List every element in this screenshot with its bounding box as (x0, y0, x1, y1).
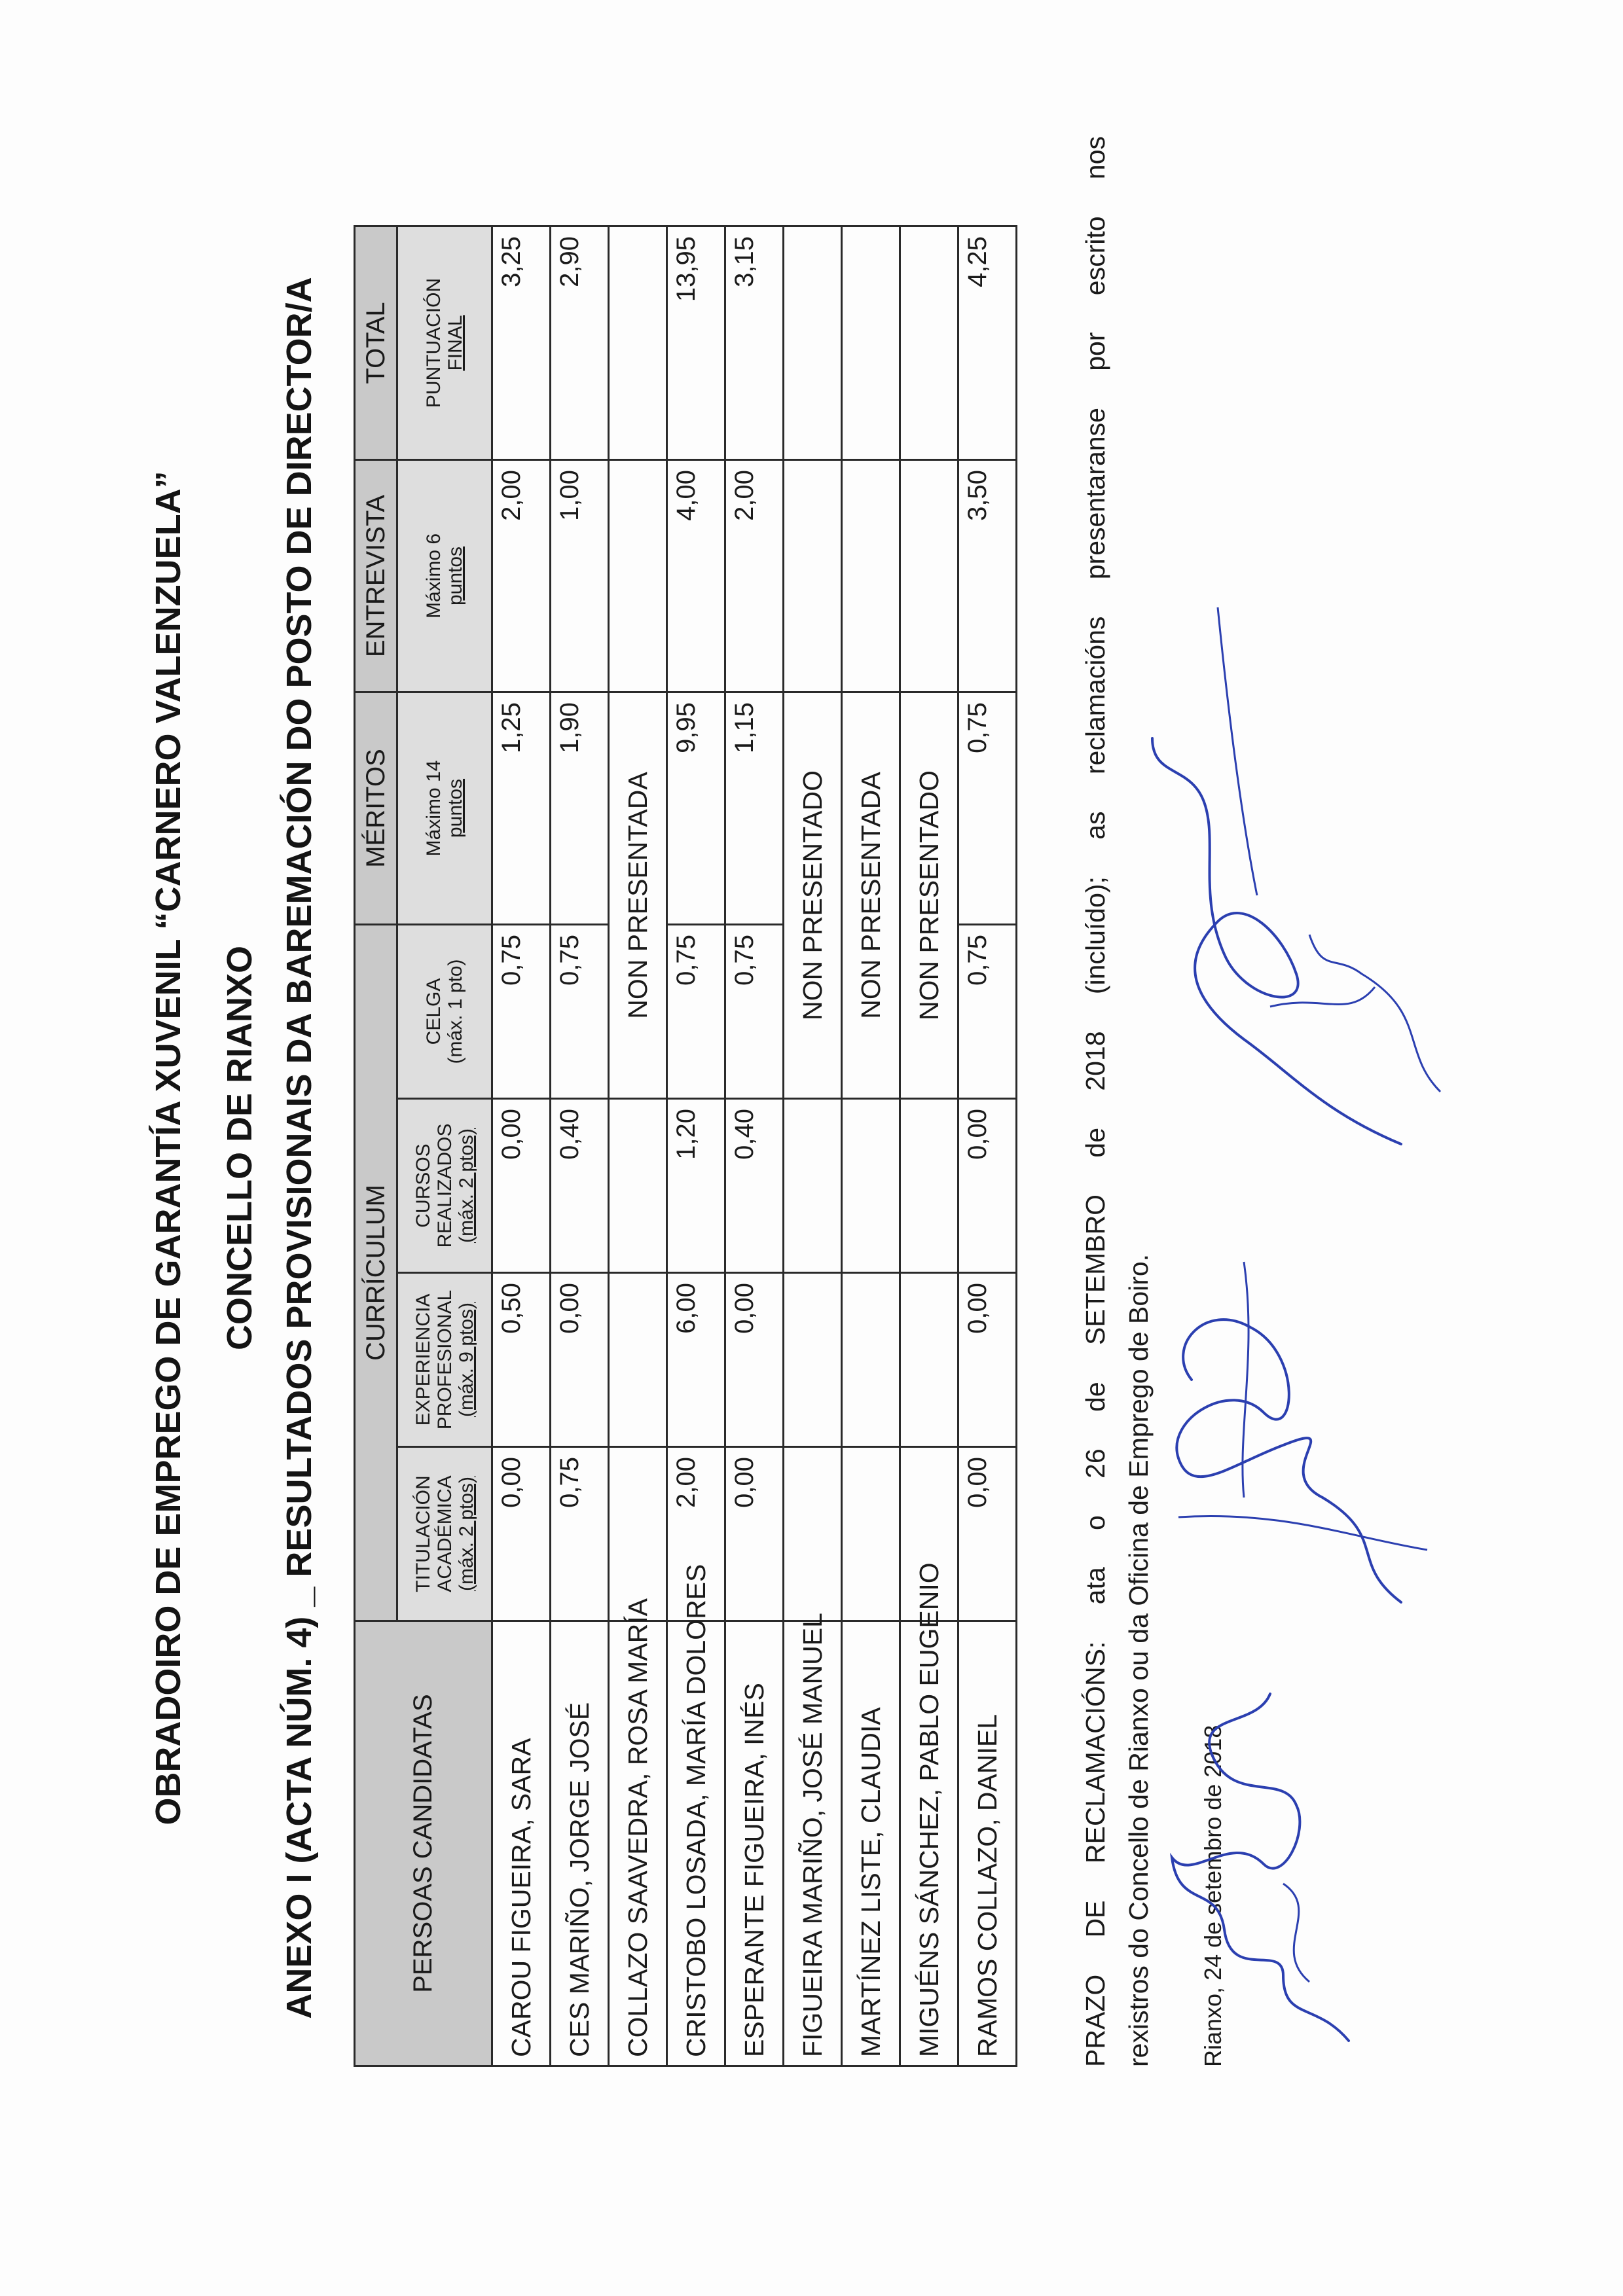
table-row (725, 226, 784, 2066)
empty-cell (900, 226, 958, 459)
meritos-score: 1,90 (551, 692, 609, 924)
entrevista-score: 4,00 (667, 459, 725, 692)
entrevista-score: 2,00 (725, 459, 784, 692)
candidate-name: FIGUEIRA MARIÑO, JOSÉ MANUEL (784, 1621, 842, 2066)
table-row (842, 226, 900, 2066)
table-row (551, 226, 609, 2066)
total-score: 3,25 (492, 226, 551, 459)
experiencia-score: 0,00 (551, 1273, 609, 1447)
entrevista-score: 1,00 (551, 459, 609, 692)
table-row (492, 226, 551, 2066)
celga-score: 0,75 (551, 924, 609, 1098)
non-presented-status: NON PRESENTADA (609, 692, 667, 1098)
empty-cell (784, 1447, 842, 1621)
results-table-body (492, 226, 1017, 2066)
total-score: 2,90 (551, 226, 609, 459)
empty-cell (609, 1099, 667, 1273)
titulacion-score: 0,75 (551, 1447, 609, 1621)
experiencia-score: 0,00 (725, 1273, 784, 1447)
signature-3 (1126, 581, 1467, 1170)
meritos-group-header: MÉRITOS (355, 692, 397, 924)
candidate-name: MARTÍNEZ LISTE, CLAUDIA (842, 1621, 900, 2066)
meritos-score: 0,75 (958, 692, 1017, 924)
total-group-header: TOTAL (355, 226, 397, 459)
total-score: 13,95 (667, 226, 725, 459)
empty-cell (609, 1273, 667, 1447)
non-presented-status: NON PRESENTADO (784, 692, 842, 1098)
empty-cell (609, 459, 667, 692)
empty-cell (900, 1099, 958, 1273)
meritos-column-header: Máximo 14 puntos (397, 692, 492, 924)
table-row (958, 226, 1017, 2066)
titulacion-score: 0,00 (492, 1447, 551, 1621)
titulacion-column-header: TITULACIÓN ACADÉMICA (máx. 2 ptos) (397, 1447, 492, 1621)
curriculum-group-header: CURRÍCULUM (355, 924, 397, 1621)
cursos-score: 1,20 (667, 1099, 725, 1273)
celga-score: 0,75 (958, 924, 1017, 1098)
claims-deadline-text-continued: rexistros do Concello de Rianxo ou da Oficina de Emprego de Boiro. (1123, 1253, 1154, 2067)
signature-1 (1152, 1674, 1388, 2080)
entrevista-score: 3,50 (958, 459, 1017, 692)
candidate-name: COLLAZO SAAVEDRA, ROSA MARÍA (609, 1621, 667, 2066)
empty-cell (900, 1273, 958, 1447)
place-and-date: Rianxo, 24 de setembro de 2018 (1199, 1725, 1226, 2067)
empty-cell (784, 1273, 842, 1447)
empty-cell (784, 459, 842, 692)
non-presented-status: NON PRESENTADA (842, 692, 900, 1098)
empty-cell (784, 1099, 842, 1273)
entrevista-column-header: Máximo 6 puntos (397, 459, 492, 692)
total-column-header: PUNTUACIÓN FINAL (397, 226, 492, 459)
non-presented-status: NON PRESENTADO (900, 692, 958, 1098)
candidate-name: ESPERANTE FIGUEIRA, INÉS (725, 1621, 784, 2066)
empty-cell (900, 459, 958, 692)
candidates-column-header: PERSOAS CANDIDATAS (355, 1621, 492, 2066)
results-table (354, 225, 1017, 2067)
celga-score: 0,75 (725, 924, 784, 1098)
experiencia-score: 0,50 (492, 1273, 551, 1447)
meritos-score: 9,95 (667, 692, 725, 924)
total-score: 4,25 (958, 226, 1017, 459)
signature-2 (1152, 1183, 1434, 1628)
meritos-score: 1,15 (725, 692, 784, 924)
experiencia-score: 0,00 (958, 1273, 1017, 1447)
entrevista-score: 2,00 (492, 459, 551, 692)
empty-cell (842, 1447, 900, 1621)
titulacion-score: 0,00 (958, 1447, 1017, 1621)
table-row (609, 226, 667, 2066)
meritos-score: 1,25 (492, 692, 551, 924)
cursos-score: 0,00 (492, 1099, 551, 1273)
empty-cell (784, 226, 842, 459)
candidate-name: RAMOS COLLAZO, DANIEL (958, 1621, 1017, 2066)
claims-deadline-text: PRAZO DE RECLAMACIÓNS: ata o 26 de SETEMBRO de 2018 (incluído); as reclamacións presentaranse por escrito nos (1080, 136, 1110, 2067)
cursos-column-header: CURSOS REALIZADOS (máx. 2 ptos) (397, 1099, 492, 1273)
empty-cell (609, 1447, 667, 1621)
cursos-score: 0,40 (551, 1099, 609, 1273)
table-row (784, 226, 842, 2066)
cursos-score: 0,40 (725, 1099, 784, 1273)
table-row (900, 226, 958, 2066)
candidate-name: CRISTOBO LOSADA, MARÍA DOLORES (667, 1621, 725, 2066)
annex-title: ANEXO I (ACTA NÚM. 4) _ RESULTADOS PROVISIONAIS DA BAREMACIÓN DO POSTO DE DIRECTOR/A (280, 277, 319, 2019)
empty-cell (842, 459, 900, 692)
cursos-score: 0,00 (958, 1099, 1017, 1273)
titulacion-score: 0,00 (725, 1447, 784, 1621)
table-row (667, 226, 725, 2066)
experiencia-score: 6,00 (667, 1273, 725, 1447)
empty-cell (842, 1273, 900, 1447)
empty-cell (609, 226, 667, 459)
celga-score: 0,75 (667, 924, 725, 1098)
total-score: 3,15 (725, 226, 784, 459)
celga-score: 0,75 (492, 924, 551, 1098)
titulacion-score: 2,00 (667, 1447, 725, 1621)
experiencia-column-header: EXPERIENCIA PROFESIONAL (máx. 9 ptos) (397, 1273, 492, 1447)
candidate-name: CAROU FIGUEIRA, SARA (492, 1621, 551, 2066)
candidate-name: MIGUÉNS SÁNCHEZ, PABLO EUGENIO (900, 1621, 958, 2066)
empty-cell (842, 1099, 900, 1273)
entrevista-group-header: ENTREVISTA (355, 459, 397, 692)
document-title: OBRADOIRO DE EMPREGO DE GARANTÍA XUVENIL “CARNERO VALENZUELA” (149, 471, 188, 1825)
celga-column-header: CELGA (máx. 1 pto) (397, 924, 492, 1098)
candidate-name: CES MARIÑO, JORGE JOSÉ (551, 1621, 609, 2066)
empty-cell (842, 226, 900, 459)
document-subtitle: CONCELLO DE RIANXO (220, 945, 259, 1351)
